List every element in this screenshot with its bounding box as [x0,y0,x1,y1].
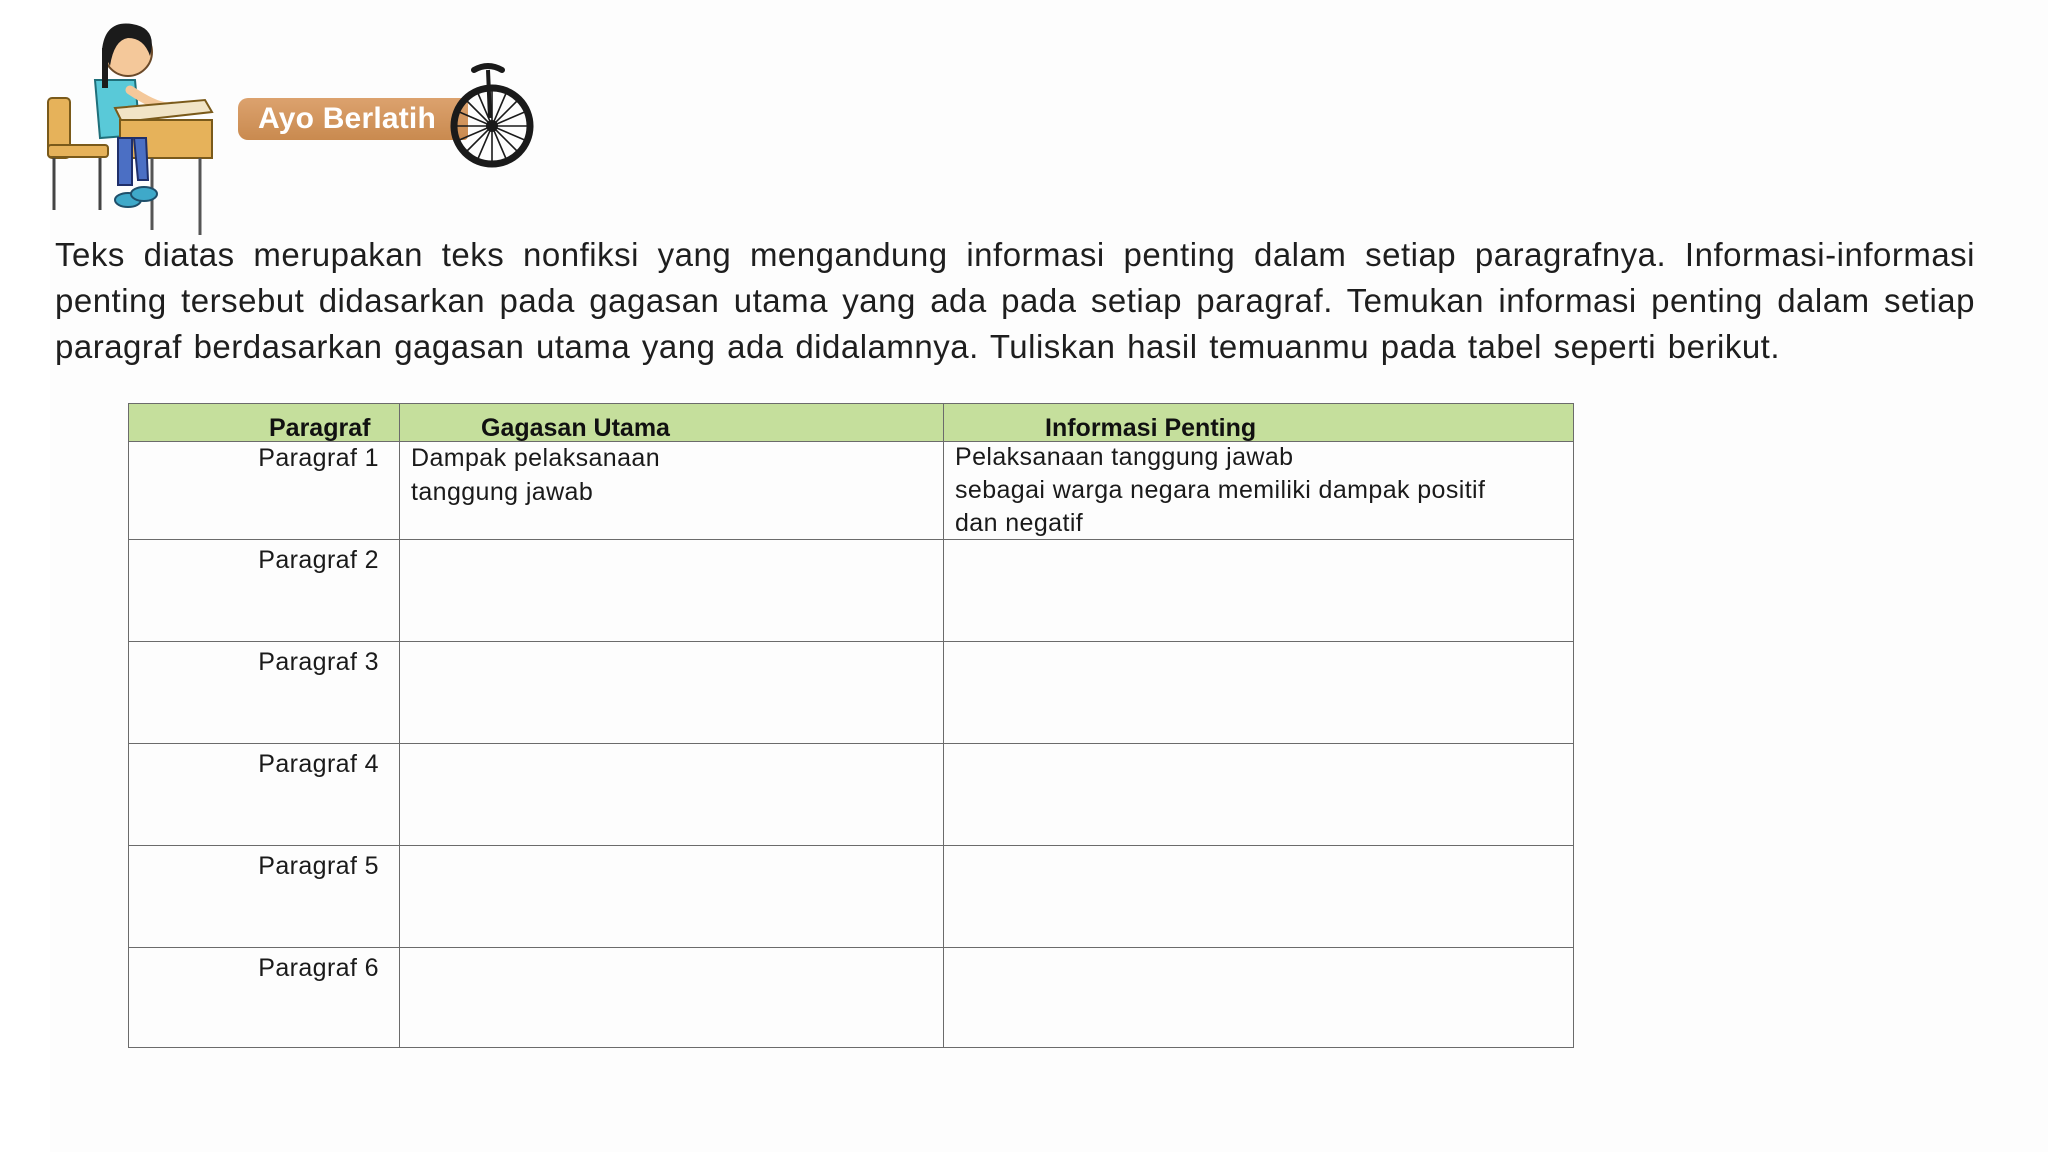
column-divider [943,404,944,1047]
row-6-paragraph: Paragraf 6 [258,954,379,982]
row-divider [129,743,1573,744]
row-divider [129,641,1573,642]
header-gagasan-utama: Gagasan Utama [481,414,670,442]
row-divider [129,845,1573,846]
key-info-line: sebagai warga negara memiliki dampak positif [955,476,1486,504]
banner-ribbon [238,98,468,140]
unicycle-wheel-icon [444,60,538,170]
row-4-paragraph: Paragraf 4 [258,750,379,778]
header-informasi-penting: Informasi Penting [1045,414,1257,442]
row-5-paragraph: Paragraf 5 [258,852,379,880]
section-banner [238,60,538,170]
key-info-line: Pelaksanaan tanggung jawab [955,443,1294,471]
key-info-line: dan negatif [955,509,1084,537]
row-3-paragraph: Paragraf 3 [258,648,379,676]
row-1-paragraph: Paragraf 1 [258,444,379,472]
girl-at-desk-illustration [40,10,220,240]
main-idea-line: Dampak pelaksanaan [411,444,661,472]
table-header-row [129,404,1573,442]
row-2-paragraph: Paragraf 2 [258,546,379,574]
row-divider [129,947,1573,948]
row-1-main-idea [411,441,660,509]
information-table [128,403,1574,1048]
instruction-text: Teks diatas merupakan teks nonfiksi yang mengandung informasi penting dalam setiap paragrafnya. Informasi-informasi penting tersebut didasarkan pada gagasan utama yang ada pada setiap paragraf. Temukan informasi penting dalam setiap paragraf berdasarkan gagasan utama yang ada didalamnya. Tuliskan hasil temuanmu pada tabel seperti berikut. [55,236,1975,365]
header-paragraf: Paragraf [269,414,371,442]
column-divider [399,404,400,1047]
banner-label: Ayo Berlatih [258,102,436,135]
main-idea-line: tanggung jawab [411,478,594,506]
row-1-key-info [955,441,1485,540]
